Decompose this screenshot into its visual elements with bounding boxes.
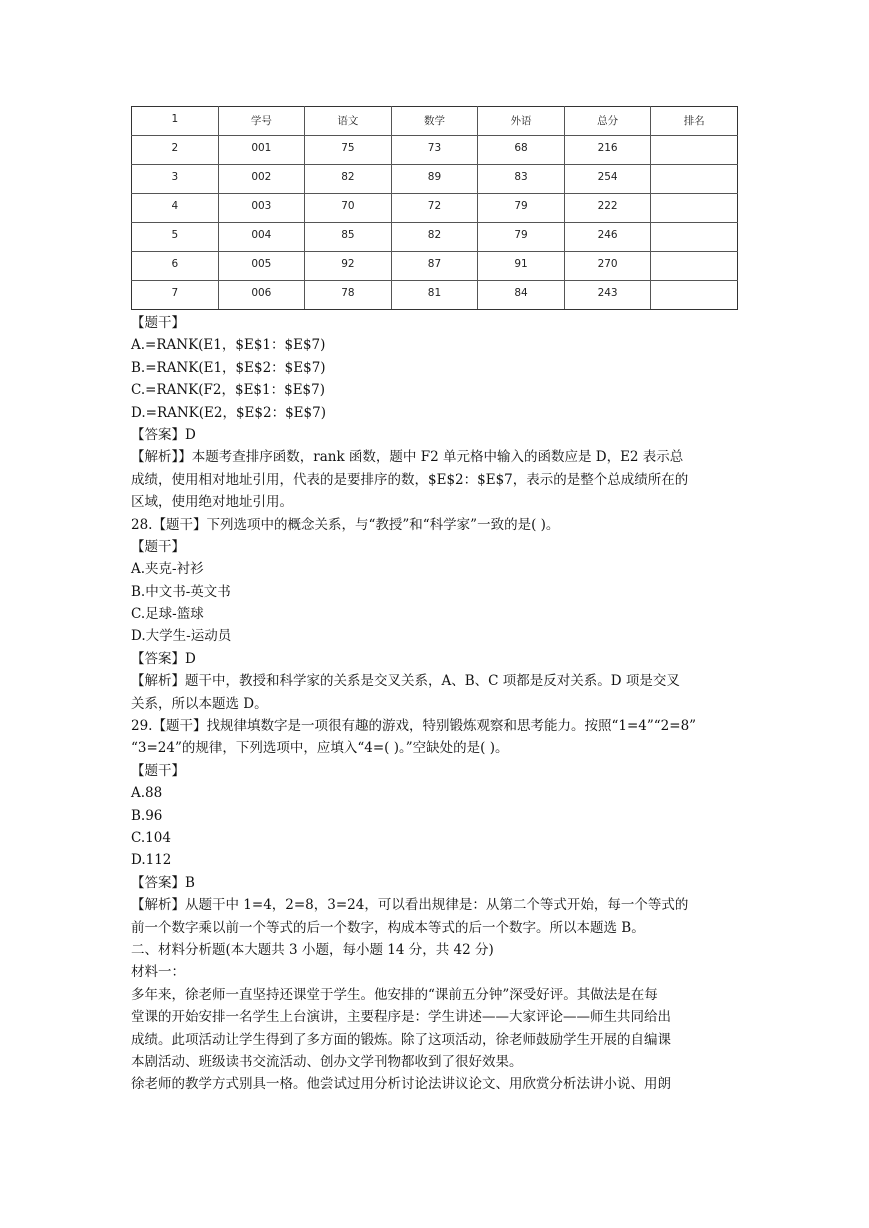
table-cell: 73: [391, 136, 478, 165]
table-cell: 003: [218, 194, 305, 223]
table-row: [132, 252, 738, 281]
text-line: 【题干】: [131, 762, 185, 779]
table-cell: 83: [478, 165, 565, 194]
text-line: 【题干】: [131, 538, 185, 555]
table-row: [132, 194, 738, 223]
table-cell: 数学: [391, 107, 478, 136]
table-cell: 79: [478, 194, 565, 223]
text-line: “3=24”的规律，下列选项中，应填入“4=( )。”空缺处的是( )。: [131, 740, 509, 757]
table-cell: [651, 194, 738, 223]
table-cell: 学号: [218, 107, 305, 136]
text-line: 材料一：: [131, 964, 185, 981]
text-line: D.112: [131, 852, 172, 869]
table-cell: 82: [391, 223, 478, 252]
text-line: 成绩，使用相对地址引用，代表的是要排序的数，$E$2：$E$7，表示的是整个总成绩所在的: [131, 471, 689, 488]
table-cell: [651, 223, 738, 252]
text-line: B.96: [131, 807, 163, 824]
text-line: C.104: [131, 829, 171, 846]
table-cell: 246: [564, 223, 651, 252]
table-cell: 87: [391, 252, 478, 281]
text-line: D.大学生-运动员: [131, 628, 232, 645]
table-cell: 语文: [305, 107, 392, 136]
text-line: B.=RANK(E1，$E$2：$E$7): [131, 359, 326, 376]
text-line: 堂课的开始安排一名学生上台演讲，主要程序是：学生讲述——大家评论——师生共同给出: [131, 1009, 671, 1026]
table-cell: 外语: [478, 107, 565, 136]
table-cell: 006: [218, 281, 305, 310]
text-line: 29.【题干】找规律填数字是一项很有趣的游戏，特别锻炼观察和思考能力。按照“1=4”“2=8”: [131, 718, 697, 735]
table-cell: [651, 281, 738, 310]
text-line: 多年来，徐老师一直坚持还课堂于学生。他安排的“课前五分钟”深受好评。其做法是在每: [131, 986, 658, 1003]
table-cell: 68: [478, 136, 565, 165]
table-row: [132, 281, 738, 310]
table-cell: 243: [564, 281, 651, 310]
table-cell: 6: [132, 252, 219, 281]
text-line: 【解析】】本题考查排序函数，rank 函数，题中 F2 单元格中输入的函数应是 D，E2 表示总: [131, 449, 684, 466]
table-cell: 1: [132, 107, 219, 136]
table-cell: 82: [305, 165, 392, 194]
table-cell: 270: [564, 252, 651, 281]
table-cell: 004: [218, 223, 305, 252]
table-cell: 254: [564, 165, 651, 194]
text-line: 【答案】B: [131, 874, 195, 891]
text-line: A.夹克-衬衫: [131, 561, 204, 578]
text-line: 徐老师的教学方式别具一格。他尝试过用分析讨论法讲议论文、用欣赏分析法讲小说、用朗: [131, 1076, 671, 1093]
text-line: 二、材料分析题(本大题共 3 小题，每小题 14 分，共 42 分): [131, 941, 494, 958]
table-cell: 总分: [564, 107, 651, 136]
text-line: 【答案】D: [131, 426, 196, 443]
table-row: [132, 165, 738, 194]
table-cell: 72: [391, 194, 478, 223]
table-cell: 001: [218, 136, 305, 165]
table-cell: 85: [305, 223, 392, 252]
table-cell: 79: [478, 223, 565, 252]
text-line: A.88: [131, 785, 163, 802]
table-cell: 2: [132, 136, 219, 165]
table-header-row: [132, 107, 738, 136]
table-cell: 91: [478, 252, 565, 281]
table-cell: 75: [305, 136, 392, 165]
text-line: 前一个数字乘以前一个等式的后一个数字，构成本等式的后一个数字。所以本题选 B。: [131, 919, 645, 936]
document-text: [131, 312, 741, 1096]
text-line: D.=RANK(E2，$E$2：$E$7): [131, 404, 326, 421]
table-cell: 92: [305, 252, 392, 281]
text-line: C.足球-篮球: [131, 606, 204, 623]
text-line: 28.【题干】下列选项中的概念关系，与“教授”和“科学家”一致的是( )。: [131, 516, 560, 533]
text-line: 【题干】: [131, 315, 185, 331]
text-line: 成绩。此项活动让学生得到了多方面的锻炼。除了这项活动，徐老师鼓励学生开展的自编课: [131, 1031, 671, 1048]
text-line: B.中文书-英文书: [131, 583, 231, 600]
text-line: 本剧活动、班级读书交流活动、创办文学刊物都收到了很好效果。: [131, 1053, 523, 1070]
text-line: C.=RANK(F2，$E$1：$E$7): [131, 382, 325, 399]
grades-table: [131, 106, 738, 310]
table-cell: 5: [132, 223, 219, 252]
text-line: 【解析】从题干中 1=4，2=8，3=24，可以看出规律是：从第二个等式开始，每一个等式的: [131, 897, 689, 914]
table-cell: 排名: [651, 107, 738, 136]
text-line: A.=RANK(E1，$E$1：$E$7): [131, 337, 326, 354]
table-cell: 216: [564, 136, 651, 165]
table-row: [132, 136, 738, 165]
table-cell: 005: [218, 252, 305, 281]
table-cell: 78: [305, 281, 392, 310]
table-cell: 7: [132, 281, 219, 310]
table-cell: 4: [132, 194, 219, 223]
table-cell: [651, 165, 738, 194]
table-row: [132, 223, 738, 252]
table-cell: 3: [132, 165, 219, 194]
table-cell: 222: [564, 194, 651, 223]
table-cell: 89: [391, 165, 478, 194]
table-cell: 002: [218, 165, 305, 194]
text-line: 关系，所以本题选 D。: [131, 695, 268, 712]
text-line: 区域，使用绝对地址引用。: [131, 494, 293, 511]
table-cell: 81: [391, 281, 478, 310]
table-cell: 70: [305, 194, 392, 223]
text-line: 【解析】题干中，教授和科学家的关系是交叉关系，A、B、C 项都是反对关系。D 项是交叉: [131, 673, 680, 690]
grades-table-body: [132, 107, 738, 310]
text-line: 【答案】D: [131, 650, 196, 667]
table-cell: [651, 252, 738, 281]
table-cell: 84: [478, 281, 565, 310]
table-cell: [651, 136, 738, 165]
